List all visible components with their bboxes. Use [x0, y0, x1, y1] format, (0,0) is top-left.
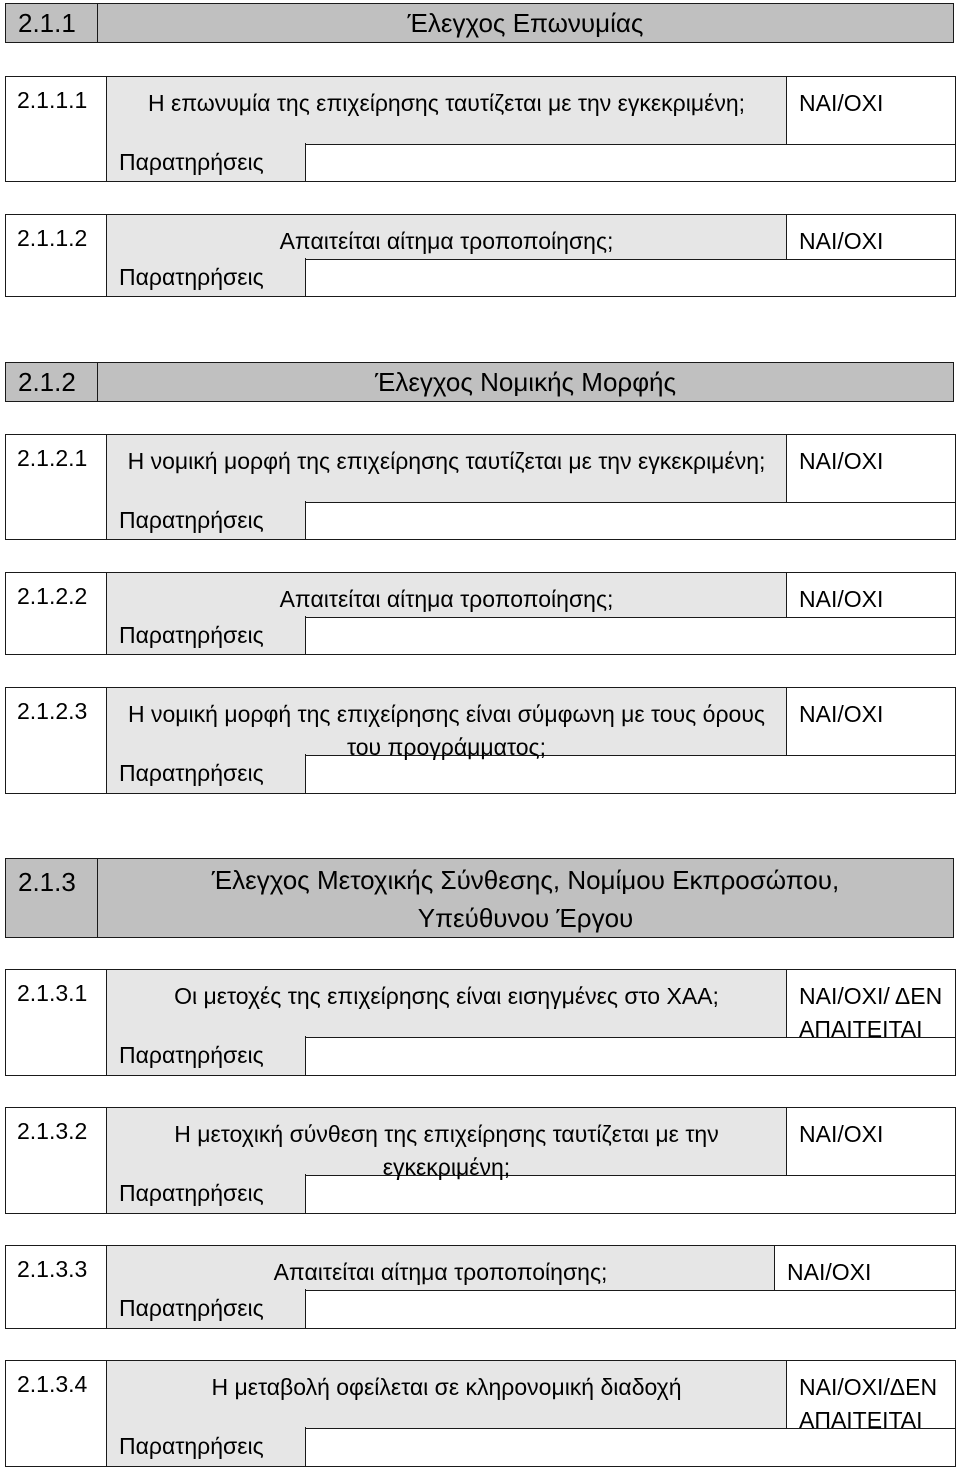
item-number: 2.1.1.1 — [17, 87, 88, 113]
item-question: Απαιτείται αίτημα τροποποίησης; — [106, 215, 787, 260]
section-number: 2.1.3 — [6, 859, 98, 937]
checklist-item — [5, 687, 956, 794]
item-number: 2.1.1.2 — [17, 225, 88, 251]
item-number: 2.1.3.3 — [17, 1256, 88, 1282]
remarks-label: Παρατηρήσεις — [106, 1036, 306, 1075]
item-answer-options[interactable]: ΝΑΙ/ΟΧΙ/ ΔΕΝ ΑΠΑΙΤΕΙΤΑΙ — [787, 970, 955, 1038]
checklist-item — [5, 434, 956, 540]
remarks-label: Παρατηρήσεις — [106, 1289, 306, 1328]
item-number: 2.1.2.1 — [17, 445, 88, 471]
item-answer-options[interactable]: ΝΑΙ/ΟΧΙ — [787, 215, 955, 260]
item-question: Η μεταβολή οφείλεται σε κληρονομική διαδοχή — [106, 1361, 787, 1429]
remarks-label: Παρατηρήσεις — [106, 143, 306, 181]
item-question: Η νομική μορφή της επιχείρησης ταυτίζεται με την εγκεκριμένη; — [106, 435, 787, 503]
item-answer-options[interactable]: ΝΑΙ/ΟΧΙ — [787, 77, 955, 145]
item-number: 2.1.3.1 — [17, 980, 88, 1006]
checklist-item — [5, 214, 956, 297]
item-answer-options[interactable]: ΝΑΙ/ΟΧΙ/ΔΕΝ ΑΠΑΙΤΕΙΤΑΙ — [787, 1361, 955, 1429]
section-header — [5, 858, 954, 938]
item-number: 2.1.2.2 — [17, 583, 88, 609]
item-question: Η μετοχική σύνθεση της επιχείρησης ταυτίζεται με την εγκεκριμένη; — [106, 1108, 787, 1176]
item-number: 2.1.2.3 — [17, 698, 88, 724]
checklist-item — [5, 1245, 956, 1329]
item-answer-options[interactable]: ΝΑΙ/ΟΧΙ — [787, 435, 955, 503]
section-number: 2.1.1 — [6, 4, 98, 42]
item-answer-options[interactable]: ΝΑΙ/ΟΧΙ — [787, 688, 955, 756]
section-title: Έλεγχος Μετοχικής Σύνθεσης, Νομίμου Εκπροσώπου, Υπεύθυνου Έργου — [211, 865, 840, 933]
checklist-item — [5, 969, 956, 1076]
remarks-label: Παρατηρήσεις — [106, 1174, 306, 1213]
item-number: 2.1.3.4 — [17, 1371, 88, 1397]
item-answer-options[interactable]: ΝΑΙ/ΟΧΙ — [775, 1246, 955, 1291]
remarks-label: Παρατηρήσεις — [106, 258, 306, 296]
item-question: Απαιτείται αίτημα τροποποίησης; — [106, 573, 787, 618]
remarks-label: Παρατηρήσεις — [106, 754, 306, 793]
item-question: Η νομική μορφή της επιχείρησης είναι σύμφωνη με τους όρους του προγράμματος; — [106, 688, 787, 756]
checklist-item — [5, 572, 956, 655]
section-number: 2.1.2 — [6, 363, 98, 401]
remarks-label: Παρατηρήσεις — [106, 616, 306, 654]
item-number: 2.1.3.2 — [17, 1118, 88, 1144]
section-title: Έλεγχος Νομικής Μορφής — [374, 367, 677, 397]
remarks-label: Παρατηρήσεις — [106, 1427, 306, 1466]
section-header — [5, 362, 954, 402]
checklist-item — [5, 1360, 956, 1467]
item-answer-options[interactable]: ΝΑΙ/ΟΧΙ — [787, 573, 955, 618]
checklist-item — [5, 1107, 956, 1214]
checklist-item — [5, 76, 956, 182]
remarks-label: Παρατηρήσεις — [106, 501, 306, 539]
item-question: Απαιτείται αίτημα τροποποίησης; — [106, 1246, 775, 1291]
item-answer-options[interactable]: ΝΑΙ/ΟΧΙ — [787, 1108, 955, 1176]
item-question: Οι μετοχές της επιχείρησης είναι εισηγμένες στο ΧΑΑ; — [106, 970, 787, 1038]
section-title: Έλεγχος Επωνυμίας — [407, 8, 644, 38]
item-question: Η επωνυμία της επιχείρησης ταυτίζεται με την εγκεκριμένη; — [106, 77, 787, 145]
section-header — [5, 3, 954, 43]
